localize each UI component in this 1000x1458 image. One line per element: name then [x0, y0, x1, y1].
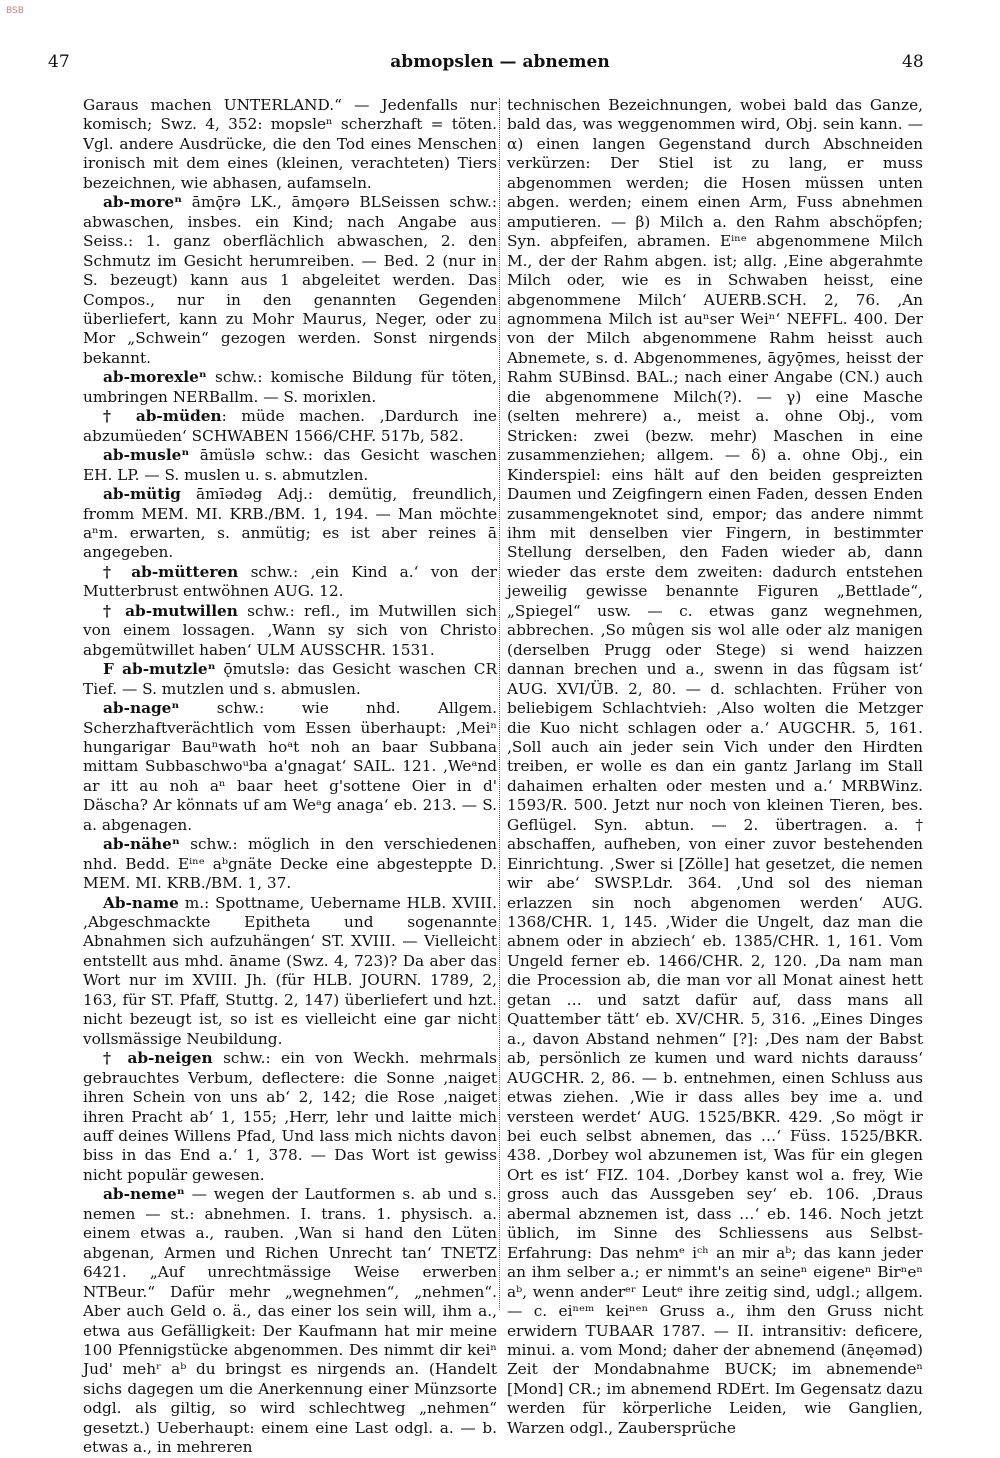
dictionary-entry [83, 407, 497, 446]
entry-headword: F ab-mutzleⁿ [103, 660, 216, 679]
page-header [0, 52, 1000, 74]
right-column-text: technischen Bezeichnungen, wobei bald das Ganze, bald das, was weggenommen wird, Obj. sein kann. — α) einen langen Gegenstand durch Abschneiden verkürzen: Der Stiel ist zu lang, er muss abgenommen werden; die Hosen müssen unten abgen. werden; einem einen Arm, Fuss abnehmen amputieren. — β) Milch a. den Rahm abschöpfen; Syn. abpfeifen, abramen. Eⁱⁿᵉ abgenommene Milch M., der der Rahm abgen. ist; allg. ‚Eine abgerahmte Milch oder, wie es in Schwaben heisst, eine abgenommene Milch‘ AUERB.SCH. 2, 76. ‚An agnommena Milch ist auⁿser Weiⁿ‘ NEFFL. 400. Der von der Milch abgenommene Rahm heisst auch Abnemete, s. d. Abgenommenes, āgyǭmes, heisst der Rahm SUBinsd. BAL.; nach einer Angabe (CN.) auch die abgenommene Milch(?). — γ) eine Masche (selten mehrere) a., meist a. ohne Obj., vom Stricken: zwei (bezw. mehr) Maschen in eine zusammenziehen; allgem. — δ) a. ohne Obj., ein Kinderspiel: eins hält auf den beiden gespreizten Daumen und Zeigfingern einen Faden, dessen Enden zusammengeknotet sind, empor; das andere nimmt ihm mit denselben vier Fingern, in bestimmter Stellung derselben, den Faden wieder ab, dann wieder das erste dem zweiten: dadurch entstehen jeweilig gewisse benannte Figuren „Bettlade“, „Spiegel“ usw. — c. etwas ganz wegnehmen, abbrechen. ‚So mûgen sis wol alle oder alz manigen (derselben Prugg oder Stege) si wend haizzen dannan brechen und a., swenn in das fûgsam ist‘ AUG. XVI/ÜB. 2, 80. — d. schlachten. Früher von beliebigem Schlachtvieh: ‚Also wolten die Metzger die Kuo nicht schlagen oder a.‘ AUGCHR. 5, 161. ‚Soll auch ain jeder sein Vich under den Hirdten treiben, er wolle es dan ein gantz Jarlang im Stall dahaimen erhalten oder mesten und a.‘ MRBWinz. 1593/R. 500. Jetzt nur noch von kleinen Tieren, bes. Geflügel. Syn. abtun. — 2. übertragen. a. † abschaffen, aufheben, von einer zuvor bestehenden Einrichtung. ‚Swer si [Zölle] hat gesetzet, die nemen wir abe‘ SWSP.Ldr. 364. ‚Und sol des nieman erlazzen sin noch abgenomen werden‘ AUG. 1368/CHR. 1, 145. ‚Wider die Ungelt, daz man die abnem oder in abziech‘ eb. 1385/CHR. 1, 161. Vom Ungeld ferner eb. 1466/CHR. 2, 120. ‚Da nam man die Procession ab, die man vor all Monat ainest hett getan … und satzt dafür auf, dass mans all Quattember tätt‘ eb. XV/CHR. 5, 316. „Eines Dinges a., davon Abstand nehmen“ [?]: ‚Des nam der Babst ab, persönlich ze kumen und ward nichts darauss‘ AUGCHR. 2, 86. — b. entnehmen, einen Schluss aus etwas ziehen. ‚Wie ir dass alles bey ime a. und versteen werdet‘ AUG. 1525/BKR. 429. ‚So mögt ir bei euch selbst abnemen, das …‘ Füss. 1525/BKR. 438. ‚Dorbey wol abzunemen ist, Was für ein glegen Ort es ist‘ FIZ. 104. ‚Dorbey kanst wol a. frey, Wie gross auch das Aussgeben sey‘ eb. 106. ‚Draus abermal abznemen ist, dass …‘ eb. 146. Noch jetzt üblich, im Sinne des Schliessens aus Selbst-Erfahrung: Das nehmᵉ iᶜʰ an mir aᵇ; das kann jeder an ihm selber a.; er nimmt's an seineⁿ eigeneⁿ Birⁿeⁿ aᵇ, wenn anderᵉʳ Leutᵉ ihre zeitig sind, udgl.; allgem. — c. eiⁿᵉᵐ keiⁿᵉⁿ Gruss a., ihm den Gruss nicht erwidern TUBAAR 1787. — II. intransitiv: deficere, minui. a. vom Mond; daher der abnemend (ānęəməd) Zeit der Mondabnahme BUCK; im abnemendeⁿ [Mond] CR.; im abnemend RDErt. Im Gegensatz dazu werden für körperliche Leiden, wie Ganglien, Warzen odgl., Zaubersprüche [507, 96, 923, 1437]
entry-headword: ab-nageⁿ [103, 699, 180, 718]
page-number-right: 48 [902, 52, 924, 72]
entry-headword: ab-näheⁿ [103, 835, 180, 854]
entry-text: m.: Spottname, Uebername HLB. XVIII. ‚Abgeschmackte Epitheta und sogenannte Abnahmen sich aufzuhängen‘ ST. XVIII. — Vielleicht entstellt aus mhd. āname (Swz. 4, 723)? Da aber das Wort nur im XVIII. Jh. (für HLB. JOURN. 1789, 2, 163, für ST. Pfaff, Stuttg. 2, 147) überliefert und hzt. nicht bezeugt ist, so ist es vielleicht eine gar nicht vollsmässige Neubildung. [83, 893, 497, 1048]
library-mark: BSB [6, 6, 24, 16]
left-column [83, 96, 497, 1458]
entry-headword: ab-moreⁿ [103, 193, 183, 212]
dictionary-entry [83, 485, 497, 563]
entry-text: schw.: wie nhd. Allgem. Scherzhaftverächtlich vom Essen überhaupt: ‚Meiⁿ hungarigar Bauⁿwath hoᵃt noh an baar Subbana mittam Subbaschwoᵘba a'gnagat‘ SAIL. 121. ‚Weᵃnd ar itt au noh aⁿ baar heet g'sottene Oier in d' Däscha? Ar könnats uf am Weᵃg anaga‘ eb. 213. — S. a. abgenagen. [83, 699, 497, 834]
entry-text: schw.: komische Bildung für töten, umbringen NERBallm. — S. morixlen. [83, 368, 497, 406]
entry-headword: † ab-müden [103, 407, 222, 426]
entry-headword: † ab-mutwillen [103, 601, 238, 620]
entry-headword: ab-morexleⁿ [103, 368, 207, 387]
entry-text: schw.: möglich in den verschiedenen nhd. Bedd. Eⁱⁿᵉ aᵇgnäte Decke eine abgesteppte D. MEM. MI. KRB./BM. 1, 37. [83, 835, 497, 893]
dictionary-entry [83, 894, 497, 1050]
entry-text: : müde machen. ‚Dardurch ine abzumüeden‘ SCHWABEN 1566/CHF. 517b, 582. [83, 407, 497, 445]
entry-text: āmüslə schw.: das Gesicht waschen EH. LP. — S. muslen u. s. abmutzlen. [83, 446, 497, 484]
entry-text: āmīədəg Adj.: demütig, freundlich, fromm MEM. MI. KRB./BM. 1, 194. — Man möchte aⁿm. erwarten, s. anmütig; es ist aber reines ā angegeben. [83, 485, 497, 562]
continuation-text [83, 96, 497, 193]
entry-headword: Ab-name [103, 893, 179, 912]
page-number-left: 47 [48, 52, 70, 72]
entry-headword: ab-mütig [103, 485, 181, 504]
entry-text: Garaus machen UNTERLAND.“ — Jedenfalls nur komisch; Swz. 4, 352: mopsleⁿ scherzhaft = töten. Vgl. andere Ausdrücke, die den Tod eines Menschen ironisch mit dem eines (kleinen, verachteten) Tiers bezeichnen, wie abhasen, aufamseln. [83, 96, 497, 192]
entry-headword: † ab-mütteren [103, 562, 239, 581]
dictionary-entry [83, 193, 497, 368]
dictionary-entry [83, 602, 497, 660]
right-column [507, 96, 923, 1438]
dictionary-entry [83, 835, 497, 893]
entry-text: ǭmutslə: das Gesicht waschen CR Tief. — S. mutzlen und s. abmuslen. [83, 660, 497, 698]
entry-headword: ab-nemeⁿ [103, 1185, 185, 1204]
dictionary-entry [83, 1049, 497, 1185]
entry-text: schw.: ‚ein Kind a.‘ von der Mutterbrust entwöhnen AUG. 12. [83, 562, 497, 601]
dictionary-entry [83, 563, 497, 602]
dictionary-entry [83, 660, 497, 699]
entry-text: schw.: ein von Weckh. mehrmals gebrauchtes Verbum, deflectere: die Sonne ‚naiget ihren Schein von uns ab‘ 2, 142; die Rose ‚naiget ihren Pracht ab‘ 1, 155; ‚Herr, lehr und laitte mich auff deines Willens Pfad, Und lass mich nichts davon biss in das End a.‘ 1, 378. — Das Wort ist gewiss nicht populär gewesen. [83, 1049, 498, 1184]
entry-text: āmǭrə LK., āmǫərə BLSeissen schw.: abwaschen, insbes. ein Kind; nach Angabe aus Seiss.: 1. ganz oberflächlich abwaschen, 2. den Schmutz im Gesicht herumreiben. — Bed. 2 (nur in S. bezeugt) kann aus 1 abgeleitet werden. Das Compos., nur in den genannten Gegenden überliefert, kann zu Mohr Maurus, Neger, oder zu Mor „Schwein“ gezogen werden. Sonst nirgends bekannt. [83, 193, 497, 367]
dictionary-entry [83, 368, 497, 407]
entry-headword: † ab-neigen [103, 1049, 213, 1068]
column-divider [499, 98, 500, 1310]
dictionary-entry [83, 1185, 497, 1457]
entry-headword: ab-musleⁿ [103, 446, 190, 465]
entry-text: schw.: refl., im Mutwillen sich von einem lossagen. ‚Wann sy sich von Christo abgemütwillet haben‘ ULM AUSSCHR. 1531. [83, 601, 497, 659]
running-title: abmopslen — abnemen [390, 52, 610, 72]
dictionary-entry [83, 699, 497, 835]
entry-text: — wegen der Lautformen s. ab und s. nemen — st.: abnehmen. I. trans. 1. physisch. a. einem etwas a., rauben. ‚Wan si hand den Lüten abgenan, Armen und Richen Unrecht tan‘ TNETZ 6421. „Auf unrechtmässige Weise erwerben NTBeur.“ Dafür mehr „wegnehmen“, „nehmen“. Aber auch Geld o. ä., das einer los sein will, ihm a., etwa aus Gefälligkeit: Der Kaufmann hat mir meine 100 Pfennigstücke abgenommen. Des nimmt dir keiⁿ Jud' mehʳ aᵇ du bringst es nirgends an. (Handelt sichs dagegen um die Anerkennung einer Münzsorte odgl. als giltig, so wird schlechtweg „nehmen“ gesetzt.) Ueberhaupt: einem eine Last odgl. a. — b. etwas a., in mehreren [83, 1185, 497, 1457]
dictionary-entry [83, 446, 497, 485]
